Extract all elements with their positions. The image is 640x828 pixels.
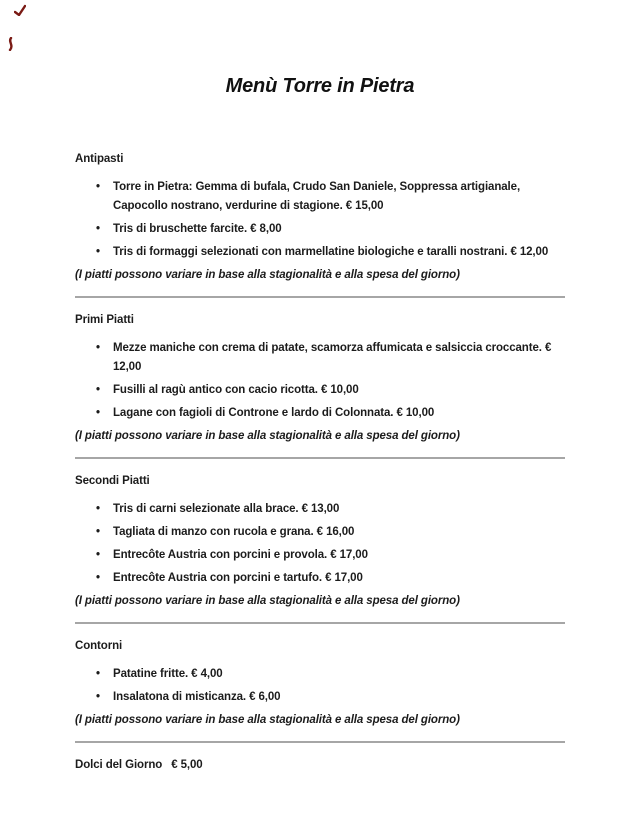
menu-item (75, 404, 565, 423)
section-divider (75, 741, 565, 743)
bullet-icon: • (96, 246, 100, 258)
menu-item-text: Tris di bruschette farcite. € 8,00 (113, 223, 282, 235)
bullet-icon: • (96, 181, 100, 193)
section-heading: Secondi Piatti (75, 475, 150, 487)
bullet-icon: • (96, 526, 100, 538)
menu-item (75, 546, 565, 565)
dolci-label: Dolci del Giorno (75, 759, 163, 771)
menu-item-text: Lagane con fagioli di Controne e lardo di Colonnata. € 10,00 (113, 407, 435, 419)
menu-item-text: Entrecôte Austria con porcini e tartufo. € 17,00 (113, 572, 363, 584)
item-list (75, 665, 565, 707)
bullet-icon: • (96, 572, 100, 584)
menu-item (75, 178, 565, 216)
menu-item (75, 569, 565, 588)
menu-item (75, 381, 565, 400)
bullet-icon: • (96, 384, 100, 396)
dolci-price: € 5,00 (171, 759, 203, 771)
seasonality-note: (I piatti possono variare in base alla stagionalità e alla spesa del giorno) (75, 269, 460, 281)
section-divider (75, 296, 565, 298)
section-divider (75, 622, 565, 624)
section-antipasti (75, 152, 565, 298)
page-title: Menù Torre in Pietra (225, 75, 415, 97)
menu-item (75, 243, 565, 262)
section-contorni (75, 639, 565, 743)
bullet-icon: • (96, 691, 100, 703)
seasonality-note: (I piatti possono variare in base alla stagionalità e alla spesa del giorno) (75, 595, 460, 607)
menu-item-text: Entrecôte Austria con porcini e provola. € 17,00 (113, 549, 368, 561)
menu-item-text: Insalatona di misticanza. € 6,00 (113, 691, 281, 703)
menu-item-text: Fusilli al ragù antico con cacio ricotta. € 10,00 (113, 384, 359, 396)
bullet-icon: • (96, 223, 100, 235)
section-secondi-piatti (75, 474, 565, 624)
menu-item-text: Tagliata di manzo con rucola e grana. € 16,00 (113, 526, 355, 538)
section-heading: Antipasti (75, 153, 124, 165)
menu-item (75, 523, 565, 542)
bullet-icon: • (96, 503, 100, 515)
menu-item-text: Torre in Pietra: Gemma di bufala, Crudo San Daniele, Soppressa artigianale, Capocollo nostrano, verdurine di stagione. € 15,00 (113, 181, 521, 212)
section-divider (75, 457, 565, 459)
menu-item-text: Tris di formaggi selezionati con marmellatine biologiche e taralli nostrani. € 12,00 (113, 246, 549, 258)
item-list (75, 339, 565, 423)
seasonality-note: (I piatti possono variare in base alla stagionalità e alla spesa del giorno) (75, 430, 460, 442)
item-list (75, 500, 565, 588)
menu-item (75, 688, 565, 707)
section-primi-piatti (75, 313, 565, 459)
menu-item (75, 220, 565, 239)
seasonality-note: (I piatti possono variare in base alla stagionalità e alla spesa del giorno) (75, 714, 460, 726)
bullet-icon: • (96, 549, 100, 561)
bullet-icon: • (96, 407, 100, 419)
menu-item-text: Tris di carni selezionate alla brace. € 13,00 (113, 503, 340, 515)
section-heading: Contorni (75, 640, 123, 652)
menu-item (75, 665, 565, 684)
bullet-icon: • (96, 342, 100, 354)
bullet-icon: • (96, 668, 100, 680)
menu-item-text: Mezze maniche con crema di patate, scamorza affumicata e salsiccia croccante. € 12,00 (113, 342, 552, 373)
menu-item (75, 339, 565, 377)
menu-item (75, 500, 565, 519)
section-dolci-del-giorno (75, 758, 565, 773)
section-heading: Primi Piatti (75, 314, 134, 326)
item-list (75, 178, 565, 262)
menu-item-text: Patatine fritte. € 4,00 (113, 668, 223, 680)
